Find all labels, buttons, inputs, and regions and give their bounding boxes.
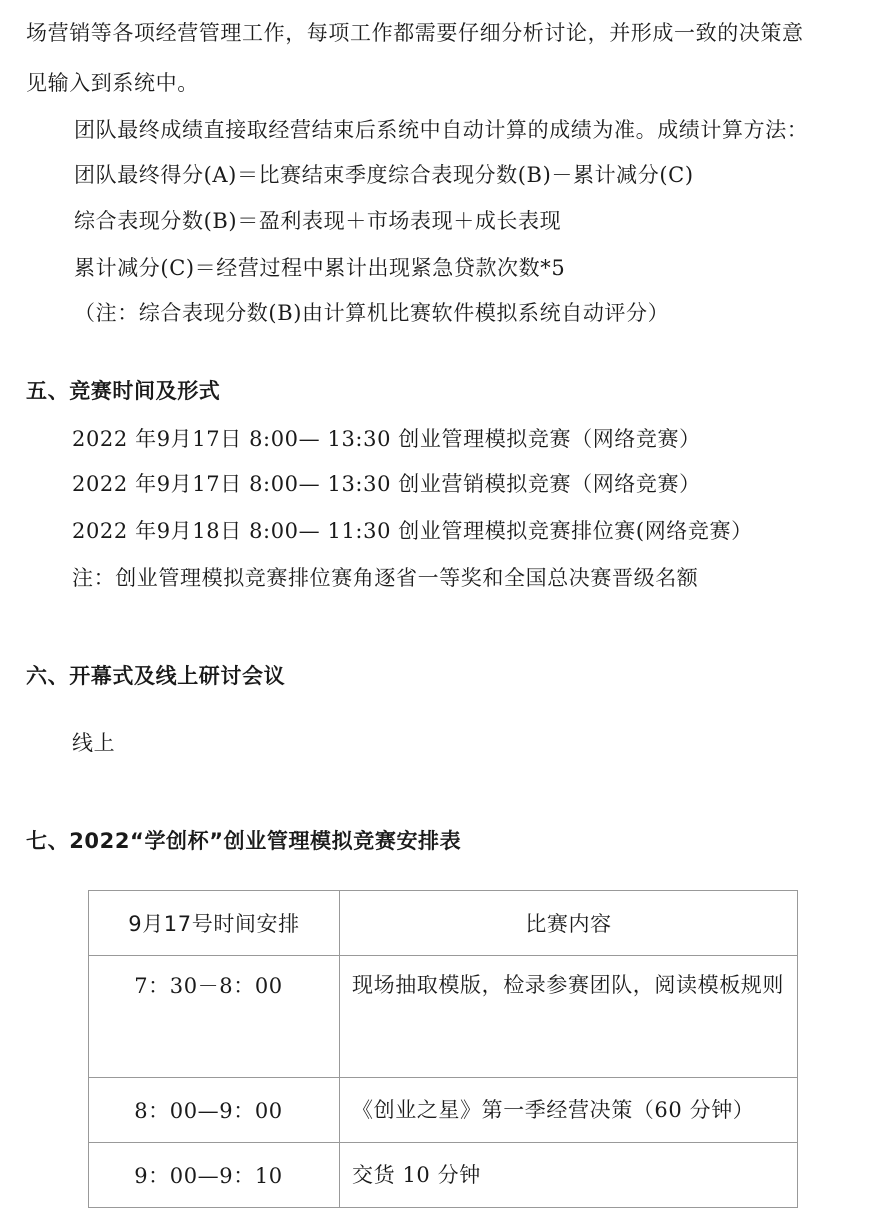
content-cell: 交货 10 分钟 <box>340 1143 798 1208</box>
section-body: 线上 <box>72 731 116 755</box>
time-cell: 9：00—9：10 <box>89 1143 340 1208</box>
formula-line: 团队最终得分(A)＝比赛结束季度综合表现分数(B)－累计减分(C) <box>74 163 694 187</box>
schedule-line: 2022 年9月17日 8:00— 13:30 创业管理模拟竞赛（网络竞赛） <box>72 427 701 451</box>
content-cell: 现场抽取模版，检录参赛团队，阅读模板规则 <box>340 956 798 1078</box>
table-header-cell: 9月17号时间安排 <box>89 891 340 956</box>
schedule-line: 2022 年9月17日 8:00— 13:30 创业营销模拟竞赛（网络竞赛） <box>72 472 701 496</box>
table-header-cell: 比赛内容 <box>340 891 798 956</box>
schedule-table <box>88 890 798 1208</box>
section-heading: 七、2022“学创杯”创业管理模拟竞赛安排表 <box>26 829 462 853</box>
section-heading: 六、开幕式及线上研讨会议 <box>26 664 286 688</box>
time-cell: 7：30－8：00 <box>89 956 340 1078</box>
time-cell: 8：00—9：00 <box>89 1078 340 1143</box>
table-header-row <box>89 891 798 956</box>
table-row <box>89 1143 798 1208</box>
note-line: 注：创业管理模拟竞赛排位赛角逐省一等奖和全国总决赛晋级名额 <box>72 566 699 590</box>
schedule-line: 2022 年9月18日 8:00— 11:30 创业管理模拟竞赛排位赛(网络竞赛） <box>72 519 753 543</box>
section-heading: 五、竞赛时间及形式 <box>26 379 221 403</box>
formula-line: 综合表现分数(B)＝盈利表现＋市场表现＋成长表现 <box>74 209 562 233</box>
table-row <box>89 1078 798 1143</box>
note-line: （注：综合表现分数(B)由计算机比赛软件模拟系统自动评分） <box>74 301 670 325</box>
content-cell: 《创业之星》第一季经营决策（60 分钟） <box>340 1078 798 1143</box>
paragraph-line: 见输入到系统中。 <box>26 71 199 95</box>
paragraph-line: 场营销等各项经营管理工作，每项工作都需要仔细分析讨论，并形成一致的决策意 <box>26 21 804 45</box>
formula-line: 累计减分(C)＝经营过程中累计出现紧急贷款次数*5 <box>74 256 566 280</box>
paragraph-line: 团队最终成绩直接取经营结束后系统中自动计算的成绩为准。成绩计算方法： <box>74 118 809 142</box>
table-row <box>89 956 798 1078</box>
